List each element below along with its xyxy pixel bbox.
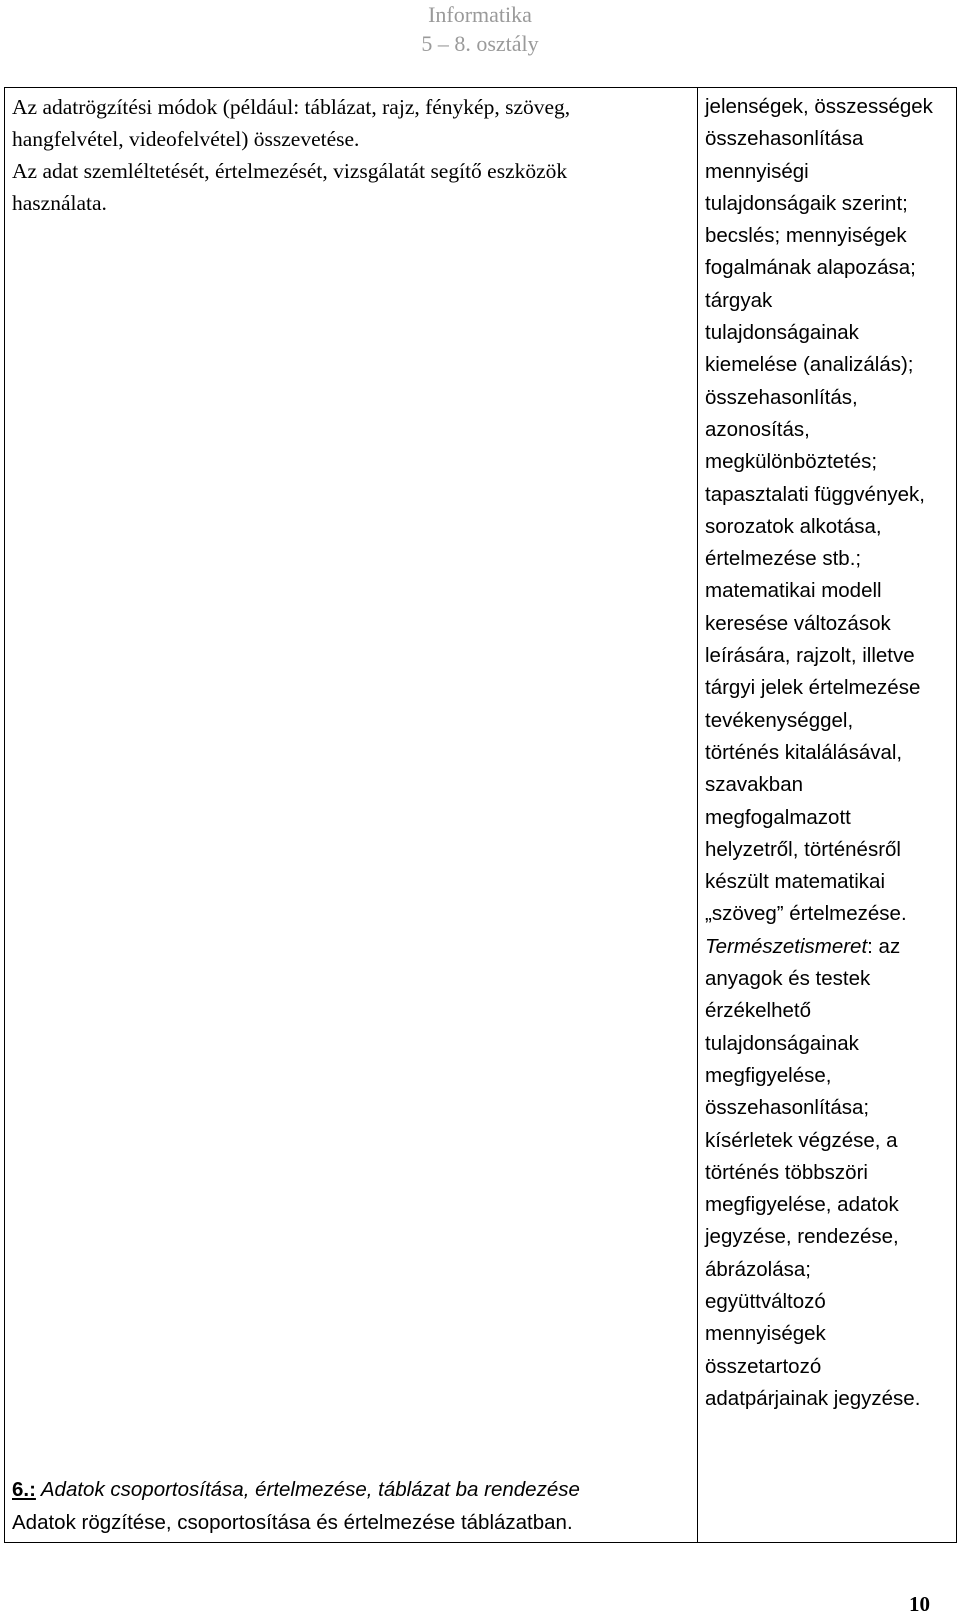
italic-term: Természetismeret (705, 934, 868, 958)
right-line: megkülönböztetés; (705, 450, 878, 474)
right-line: összehasonlítása (705, 127, 864, 151)
right-lines-after (705, 963, 952, 1415)
right-line: azonosítás, (705, 417, 810, 441)
left-line: hangfelvétel, videofelvétel) összevetése. (12, 127, 360, 151)
right-line: tulajdonságainak (705, 321, 859, 345)
right-text (698, 88, 956, 1415)
right-line: becslés; mennyiségek (705, 224, 907, 248)
left-line: Az adat szemléltetését, értelmezését, vizsgálatát segítő eszközök (12, 159, 568, 183)
table-row (5, 88, 957, 1543)
right-line: érzékelhető (705, 999, 811, 1023)
right-line: kísérletek végzése, a (705, 1128, 898, 1152)
right-line: tapasztalati függvények, (705, 482, 925, 506)
page-number: 10 (909, 1592, 930, 1616)
right-line: készült matematikai (705, 870, 886, 894)
right-line: kiemelése (analizálás); (705, 353, 914, 377)
right-lines-before (705, 91, 952, 931)
italic-rest: : az (867, 934, 901, 958)
page-header (0, 0, 960, 58)
right-line: tulajdonságainak (705, 1031, 859, 1055)
right-line: mennyiségi (705, 159, 809, 183)
right-line: történés kitalálásával, (705, 740, 903, 764)
right-line: tárgyi jelek értelmezése (705, 676, 921, 700)
right-line: tevékenységgel, (705, 708, 854, 732)
section-number: 6.: (12, 1478, 36, 1501)
right-line: együttváltozó (705, 1289, 826, 1313)
right-line: szavakban (705, 773, 804, 797)
right-line: összetartozó (705, 1354, 822, 1378)
right-line: mennyiségek (705, 1322, 826, 1346)
right-line: megfigyelése, (705, 1063, 832, 1087)
header-grades: 5 – 8. osztály (421, 31, 539, 56)
right-line: tárgyak (705, 288, 773, 312)
right-line: sorozatok alkotása, (705, 514, 882, 538)
section-block (12, 1473, 691, 1539)
left-cell (5, 88, 698, 1543)
right-line: adatpárjainak jegyzése. (705, 1386, 921, 1410)
right-cell (698, 88, 957, 1543)
right-line: összehasonlítás, (705, 385, 858, 409)
right-line: megfogalmazott (705, 805, 851, 829)
right-line: összehasonlítása; (705, 1096, 870, 1120)
right-line: jelenségek, összességek (705, 95, 933, 118)
section-heading (12, 1473, 691, 1506)
right-line: ábrázolása; (705, 1257, 811, 1281)
right-line: anyagok és testek (705, 967, 871, 991)
curriculum-table (4, 87, 957, 1543)
right-line: leírására, rajzolt, illetve (705, 644, 915, 668)
right-line: helyzetről, történésről (705, 837, 901, 861)
right-line: fogalmának alapozása; (705, 256, 916, 280)
header-subject: Informatika (428, 2, 532, 27)
right-line: értelmezése stb.; (705, 547, 862, 571)
right-line: tulajdonságaik szerint; (705, 191, 908, 215)
right-line: keresése változások (705, 611, 891, 635)
right-line: jegyzése, rendezése, (705, 1225, 899, 1249)
left-line: használata. (12, 191, 107, 215)
right-line: történés többszöri (705, 1160, 868, 1184)
right-line-italic (705, 931, 952, 963)
left-top-text (12, 91, 691, 219)
right-line: matematikai modell (705, 579, 882, 603)
section-description: Adatok rögzítése, csoportosítása és értelmezése táblázatban. (12, 1511, 573, 1534)
left-line: Az adatrögzítési módok (például: táblázat, rajz, fénykép, szöveg, (12, 95, 571, 119)
right-line: „szöveg” értelmezése. (705, 902, 907, 926)
right-line: megfigyelése, adatok (705, 1193, 899, 1217)
section-title: Adatok csoportosítása, értelmezése, táblázat ba rendezése (35, 1478, 580, 1501)
